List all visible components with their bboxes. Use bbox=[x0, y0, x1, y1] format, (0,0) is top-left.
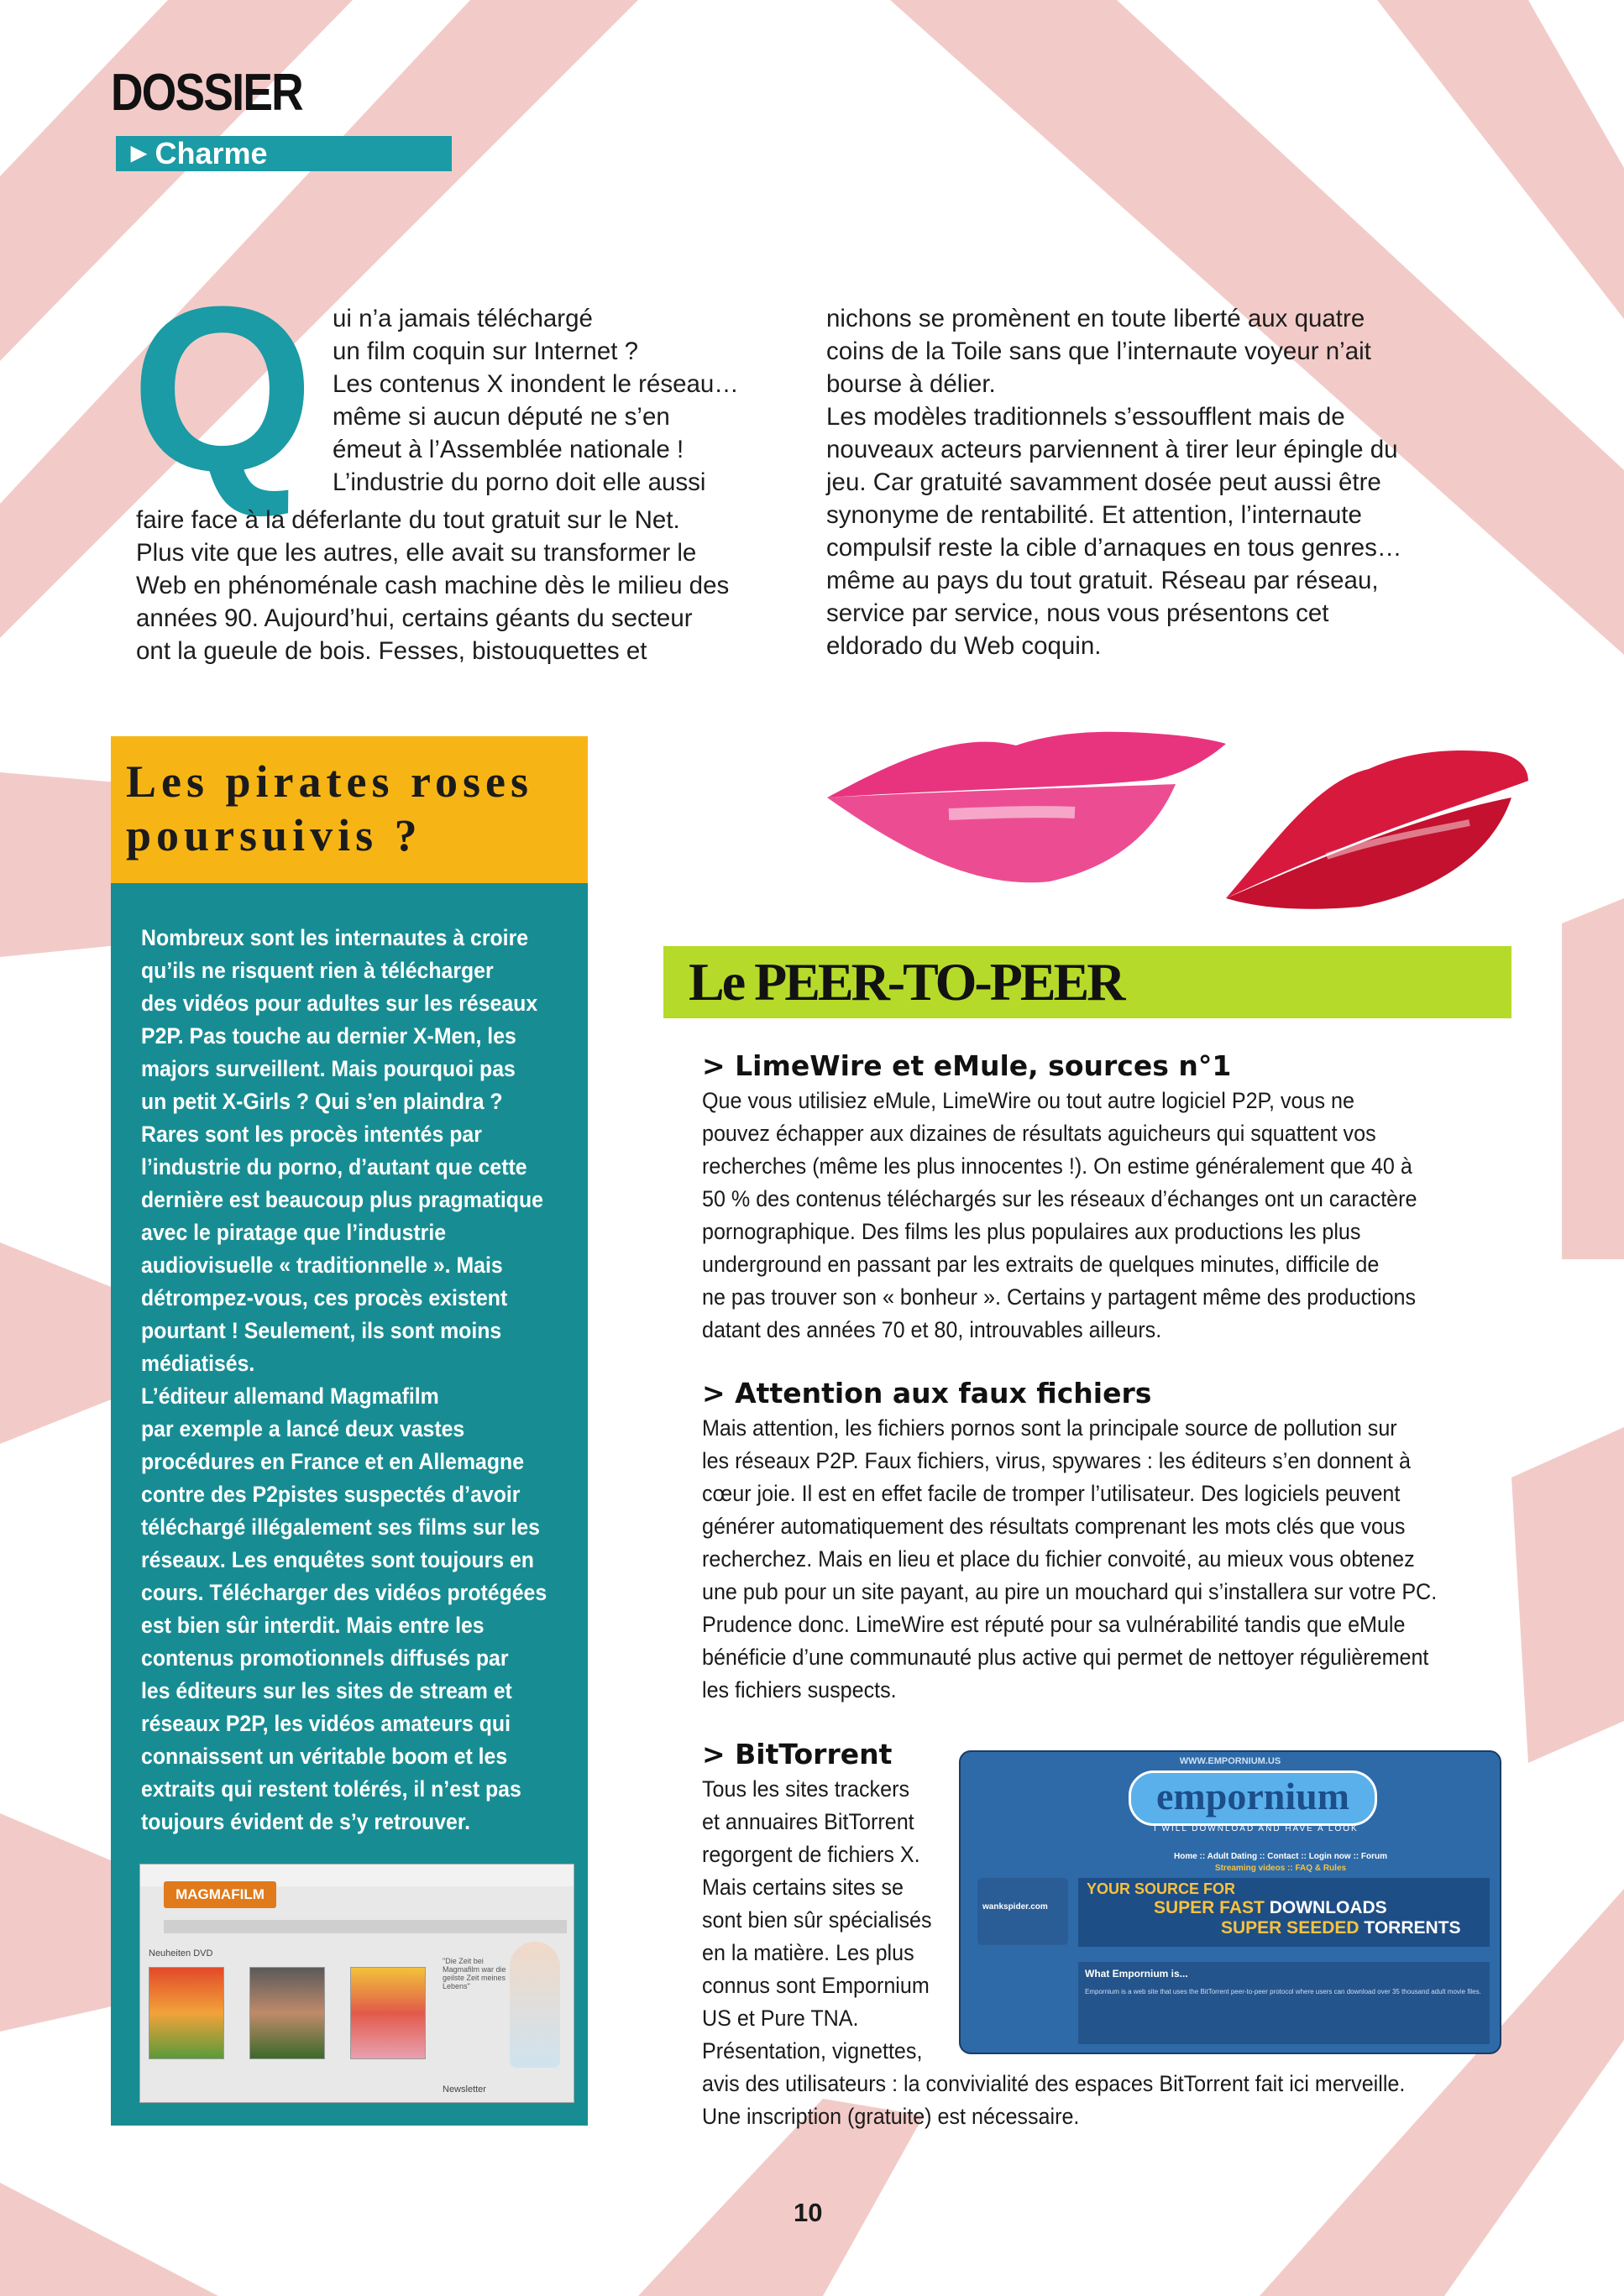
screenshot-quote: "Die Zeit bei Magmafilm war die geilste Zeit meines Lebens" bbox=[443, 1957, 506, 1990]
body-line: US et Pure TNA. bbox=[702, 2006, 859, 2031]
intro-line: même au pays du tout gratuit. Réseau par réseau, bbox=[826, 567, 1379, 594]
sidebar-line: procédures en France et en Allemagne bbox=[141, 1449, 525, 1474]
sidebar-line: des vidéos pour adultes sur les réseaux bbox=[141, 991, 538, 1016]
sidebar-line: dernière est beaucoup plus pragmatique bbox=[141, 1187, 543, 1212]
lips-right bbox=[1226, 751, 1528, 909]
sidebar-line: contre des P2pistes suspectés d’avoir bbox=[141, 1482, 521, 1507]
dvd-cover bbox=[149, 1967, 224, 2059]
intro-line: nouveaux acteurs parviennent à tirer leur épingle du bbox=[826, 436, 1398, 463]
body-line: 50 % des contenus téléchargés sur les réseaux d’échanges ont un caractère bbox=[702, 1186, 1417, 1211]
body-line: underground en passant par les extraits de quelques minutes, difficile de bbox=[702, 1252, 1380, 1277]
newsletter-label: Newsletter bbox=[443, 2084, 486, 2095]
body-line: datant des années 70 et 80, introuvables ailleurs. bbox=[702, 1317, 1162, 1342]
site-menu bbox=[1078, 1851, 1483, 1875]
body-line: Mais attention, les fichiers pornos sont la principale source de pollution sur bbox=[702, 1415, 1397, 1441]
body-line: les réseaux P2P. Faux fichiers, virus, spywares : les éditeurs s’en donnent à bbox=[702, 1448, 1411, 1473]
about-text: Empornium is a web site that uses the BitTorrent peer-to-peer protocol where users can download over 35 thousand adult movie files. bbox=[1085, 1988, 1481, 1995]
promo-seed-a: SUPER SEEDED bbox=[1221, 1918, 1359, 1938]
body-line: en la matière. Les plus bbox=[702, 1940, 914, 1965]
sidebar-line: Rares sont les procès intentés par bbox=[141, 1122, 482, 1147]
page-number: 10 bbox=[794, 2198, 823, 2227]
p2p-heading: Le PEER-TO-PEER bbox=[689, 952, 1124, 1012]
body-line: les fichiers suspects. bbox=[702, 1677, 897, 1702]
model-photo bbox=[510, 1942, 560, 2068]
p2p-section-faux-fichiers bbox=[702, 1375, 1567, 1707]
screenshot-section-label: Neuheiten DVD bbox=[149, 1948, 213, 1959]
intro-line: Web en phénoménale cash machine dès le milieu des bbox=[136, 572, 730, 599]
dvd-cover bbox=[249, 1967, 325, 2059]
intro-line: bourse à délier. bbox=[826, 370, 996, 398]
body-line: avis des utilisateurs : la convivialité des espaces BitTorrent fait ici merveille. bbox=[702, 2071, 1406, 2096]
section-title: > BitTorrent bbox=[702, 1738, 893, 1770]
lips-illustration bbox=[823, 714, 1537, 915]
about-title: What Empornium is... bbox=[1085, 1968, 1188, 1980]
body-line: Mais certains sites se bbox=[702, 1875, 904, 1900]
empornium-screenshot bbox=[959, 1750, 1501, 2054]
intro-line: Les modèles traditionnels s’essoufflent mais de bbox=[826, 403, 1345, 431]
sidebar-line: P2P. Pas touche au dernier X-Men, les bbox=[141, 1023, 516, 1049]
about-box bbox=[1078, 1962, 1490, 2044]
sidebar-line: téléchargé illégalement ses films sur les bbox=[141, 1514, 540, 1540]
p2p-heading-box bbox=[663, 946, 1511, 1018]
site-menu-line: Streaming videos :: FAQ & Rules bbox=[1214, 1864, 1347, 1873]
body-line: connus sont Empornium bbox=[702, 1973, 930, 1998]
intro-line: ont la gueule de bois. Fesses, bistouquettes et bbox=[136, 637, 647, 665]
body-line: Que vous utilisiez eMule, LimeWire ou tout autre logiciel P2P, vous ne bbox=[702, 1088, 1354, 1113]
body-line: recherches (même les plus innocentes !). On estime généralement que 40 à bbox=[702, 1153, 1412, 1179]
sidebar-title-line: Les pirates roses bbox=[126, 756, 533, 807]
body-line: ne pas trouver son « bonheur ». Certains y partagent même des productions bbox=[702, 1284, 1417, 1310]
bittorrent-column bbox=[702, 1773, 971, 2068]
body-line: Présentation, vignettes, bbox=[702, 2038, 923, 2063]
sidebar-line: connaissent un véritable boom et les bbox=[141, 1744, 508, 1769]
sidebar-line: médiatisés. bbox=[141, 1351, 255, 1376]
magmafilm-screenshot bbox=[139, 1864, 574, 2103]
body-line: une pub pour un site payant, au pire un mouchard qui s’installera sur votre PC. bbox=[702, 1579, 1438, 1604]
intro-line: Plus vite que les autres, elle avait su transformer le bbox=[136, 539, 697, 567]
empornium-logo: empornium bbox=[1129, 1770, 1377, 1826]
subsection-tag bbox=[116, 136, 452, 171]
intro-line: années 90. Aujourd’hui, certains géants du secteur bbox=[136, 604, 693, 632]
body-line: générer automatiquement des résultats comprenant les mots clés que vous bbox=[702, 1514, 1406, 1539]
screenshot-nav bbox=[164, 1920, 567, 1933]
play-triangle-icon: ▶ bbox=[131, 142, 147, 165]
promo-fast-a: SUPER FAST bbox=[1154, 1898, 1265, 1917]
intro-line: synonyme de rentabilité. Et attention, l’internaute bbox=[826, 501, 1362, 529]
promo-source: YOUR SOURCE FOR bbox=[1087, 1880, 1236, 1897]
body-line: Tous les sites trackers bbox=[702, 1776, 910, 1802]
magmafilm-logo: MAGMAFILM bbox=[164, 1881, 276, 1908]
sidebar-title-box bbox=[111, 736, 588, 883]
dvd-cover bbox=[350, 1967, 426, 2059]
lips-left bbox=[827, 732, 1226, 883]
body-line: Prudence donc. LimeWire est réputé pour sa vulnérabilité tandis que eMule bbox=[702, 1612, 1406, 1637]
friends-link: wankspider.com bbox=[982, 1902, 1048, 1912]
sidebar-line: audiovisuelle « traditionnelle ». Mais bbox=[141, 1253, 503, 1278]
body-line: pouvez échapper aux dizaines de résultats aguicheurs qui squattent vos bbox=[702, 1121, 1376, 1146]
intro-line: service par service, nous vous présentons cet bbox=[826, 599, 1329, 627]
sidebar-line: Nombreux sont les internautes à croire bbox=[141, 925, 529, 950]
sidebar-line: avec le piratage que l’industrie bbox=[141, 1220, 447, 1245]
intro-line: ui n’a jamais téléchargé bbox=[333, 305, 593, 332]
body-line: recherchez. Mais en lieu et place du fichier convoité, au mieux vous obtenez bbox=[702, 1546, 1415, 1572]
sidebar-line: les éditeurs sur les sites de stream et bbox=[141, 1678, 512, 1703]
site-tagline: I WILL DOWNLOAD AND HAVE A LOOK bbox=[1154, 1824, 1359, 1833]
intro-line: faire face à la déferlante du tout gratuit sur le Net. bbox=[136, 506, 680, 534]
site-menu-line: Home :: Adult Dating :: Contact :: Login now :: Forum bbox=[1173, 1852, 1388, 1861]
intro-line: un film coquin sur Internet ? bbox=[333, 337, 639, 365]
sidebar-title-line: poursuivis ? bbox=[126, 810, 422, 860]
sidebar-line: L’éditeur allemand Magmafilm bbox=[141, 1383, 439, 1409]
drop-cap: Q bbox=[131, 259, 314, 520]
sidebar-line: par exemple a lancé deux vastes bbox=[141, 1416, 465, 1441]
promo-fast bbox=[1154, 1898, 1387, 1918]
intro-line: eldorado du Web coquin. bbox=[826, 632, 1102, 660]
sidebar-line: un petit X-Girls ? Qui s’en plaindra ? bbox=[141, 1089, 503, 1114]
intro-left-column bbox=[131, 259, 799, 667]
intro-line: émeut à l’Assemblée nationale ! bbox=[333, 436, 684, 463]
sidebar-line: détrompez-vous, ces procès existent bbox=[141, 1285, 508, 1310]
promo-fast-b: DOWNLOADS bbox=[1269, 1898, 1387, 1917]
intro-line: L’industrie du porno doit elle aussi bbox=[333, 468, 706, 496]
intro-line: compulsif reste la cible d’arnaques en tous genres… bbox=[826, 534, 1402, 562]
section-title: DOSSIER bbox=[111, 64, 302, 122]
body-line: sont bien sûr spécialisés bbox=[702, 1907, 932, 1933]
intro-right-column bbox=[826, 302, 1490, 662]
section-title: > LimeWire et eMule, sources n°1 bbox=[702, 1049, 1232, 1082]
body-line: bénéficie d’une communauté plus active qui permet de nettoyer régulièrement bbox=[702, 1645, 1429, 1670]
promo-seed-b: TORRENTS bbox=[1364, 1918, 1461, 1938]
subsection-label: Charme bbox=[155, 136, 268, 170]
section-title: > Attention aux faux fichiers bbox=[702, 1377, 1152, 1410]
sidebar-line: réseaux P2P, les vidéos amateurs qui bbox=[141, 1711, 511, 1736]
site-url: WWW.EMPORNIUM.US bbox=[1179, 1756, 1281, 1766]
intro-line: même si aucun député ne s’en bbox=[333, 403, 670, 431]
p2p-section-limewire bbox=[702, 1048, 1567, 1347]
sidebar-line: toujours évident de s’y retrouver. bbox=[141, 1809, 471, 1834]
intro-line: jeu. Car gratuité savamment dosée peut aussi être bbox=[826, 468, 1381, 496]
sidebar-line: qu’ils ne risquent rien à télécharger bbox=[141, 958, 494, 983]
friends-box bbox=[977, 1878, 1068, 1945]
intro-line: nichons se promènent en toute liberté aux quatre bbox=[826, 305, 1365, 332]
body-line: regorgent de fichiers X. bbox=[702, 1842, 920, 1867]
body-line: Une inscription (gratuite) est nécessaire. bbox=[702, 2104, 1080, 2129]
sidebar-line: extraits qui restent tolérés, il n’est pas bbox=[141, 1776, 521, 1802]
promo-seed bbox=[1221, 1918, 1461, 1938]
sidebar-line: est bien sûr interdit. Mais entre les bbox=[141, 1613, 485, 1638]
sidebar-line: pourtant ! Seulement, ils sont moins bbox=[141, 1318, 502, 1343]
body-line: pornographique. Des films les plus populaires aux productions les plus bbox=[702, 1219, 1361, 1244]
body-line: et annuaires BitTorrent bbox=[702, 1809, 914, 1834]
body-line: cœur joie. Il est en effet facile de tromper l’utilisateur. Des logiciels peuvent bbox=[702, 1481, 1401, 1506]
sidebar-line: majors surveillent. Mais pourquoi pas bbox=[141, 1056, 516, 1081]
sidebar-line: l’industrie du porno, d’autant que cette bbox=[141, 1154, 527, 1179]
sidebar-line: réseaux. Les enquêtes sont toujours en bbox=[141, 1547, 534, 1572]
intro-line: coins de la Toile sans que l’internaute voyeur n’ait bbox=[826, 337, 1371, 365]
sidebar-line: cours. Télécharger des vidéos protégées bbox=[141, 1580, 547, 1605]
sidebar-line: contenus promotionnels diffusés par bbox=[141, 1645, 509, 1671]
intro-line: Les contenus X inondent le réseau… bbox=[333, 370, 739, 398]
